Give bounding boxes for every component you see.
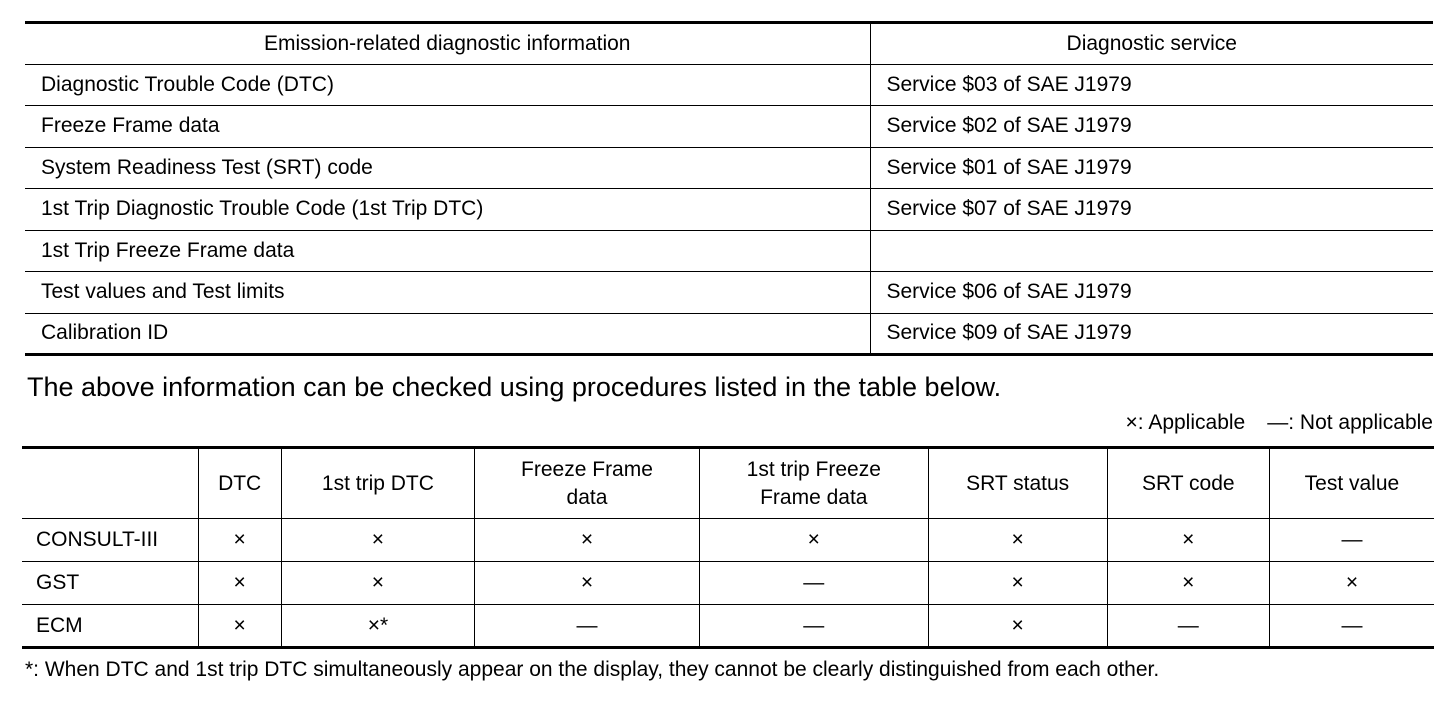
column-header: SRT code [1107,448,1269,519]
info-cell: Test values and Test limits [25,272,870,314]
intro-text: The above information can be checked using procedures listed in the table below. [27,372,1002,402]
service-cell: Service $07 of SAE J1979 [870,189,1433,231]
legend-not-applicable: —: Not applicable [1267,411,1433,434]
table-cell: × [198,519,281,562]
row-label: ECM [22,605,198,648]
diagnostic-info-table [25,21,1433,356]
column-header: 1st trip Freeze Frame data [699,448,928,519]
table-row [25,189,1433,231]
service-cell [870,230,1433,272]
column-header: Freeze Frame data [475,448,700,519]
table-row [25,147,1433,189]
service-cell: Service $03 of SAE J1979 [870,64,1433,106]
table-cell: — [699,562,928,605]
table-row [25,106,1433,148]
table-cell: × [281,562,474,605]
table-row [22,519,1434,562]
info-cell: System Readiness Test (SRT) code [25,147,870,189]
table-header-row [22,448,1434,519]
service-cell: Service $06 of SAE J1979 [870,272,1433,314]
table-cell: — [1107,605,1269,648]
table-cell: — [1269,519,1434,562]
info-cell: 1st Trip Diagnostic Trouble Code (1st Trip DTC) [25,189,870,231]
column-header [22,448,198,519]
table-header-row [25,23,1433,65]
table-cell: × [198,605,281,648]
table-row [22,605,1434,648]
column-header: SRT status [928,448,1107,519]
table-cell: — [475,605,700,648]
service-cell: Service $01 of SAE J1979 [870,147,1433,189]
table-cell: × [1107,519,1269,562]
table-row [25,230,1433,272]
table-cell: × [281,519,474,562]
table-cell: ×* [281,605,474,648]
table-cell: × [928,605,1107,648]
table-cell: × [198,562,281,605]
info-cell: Freeze Frame data [25,106,870,148]
table-cell: — [1341,613,1363,637]
table-row [25,64,1433,106]
column-header: Diagnostic service [870,23,1433,65]
info-cell: Calibration ID [25,313,870,355]
column-header: Test value [1269,448,1434,519]
column-header: DTC [198,448,281,519]
table-cell: × [475,519,700,562]
info-cell: 1st Trip Freeze Frame data [25,230,870,272]
table-cell: × [928,519,1107,562]
procedure-table [22,446,1434,649]
legend-applicable: ×: Applicable [1125,411,1246,434]
table-row [25,272,1433,314]
service-cell: Service $02 of SAE J1979 [870,106,1433,148]
table-cell: × [475,562,700,605]
legend [1126,410,1433,436]
table-cell: × [928,562,1107,605]
column-header: Emission-related diagnostic information [25,23,870,65]
column-header: 1st trip DTC [281,448,474,519]
row-label: GST [22,562,198,605]
info-cell: Diagnostic Trouble Code (DTC) [25,64,870,106]
table-cell: × [699,519,928,562]
table-row [25,313,1433,355]
row-label: CONSULT-III [22,519,198,562]
footnote: *: When DTC and 1st trip DTC simultaneously appear on the display, they cannot be clearly distinguished from each other. [25,658,1160,681]
table-cell: × [1269,562,1434,605]
table-row [22,562,1434,605]
service-cell: Service $09 of SAE J1979 [886,321,1132,345]
table-cell: × [1107,562,1269,605]
table-cell: — [699,605,928,648]
